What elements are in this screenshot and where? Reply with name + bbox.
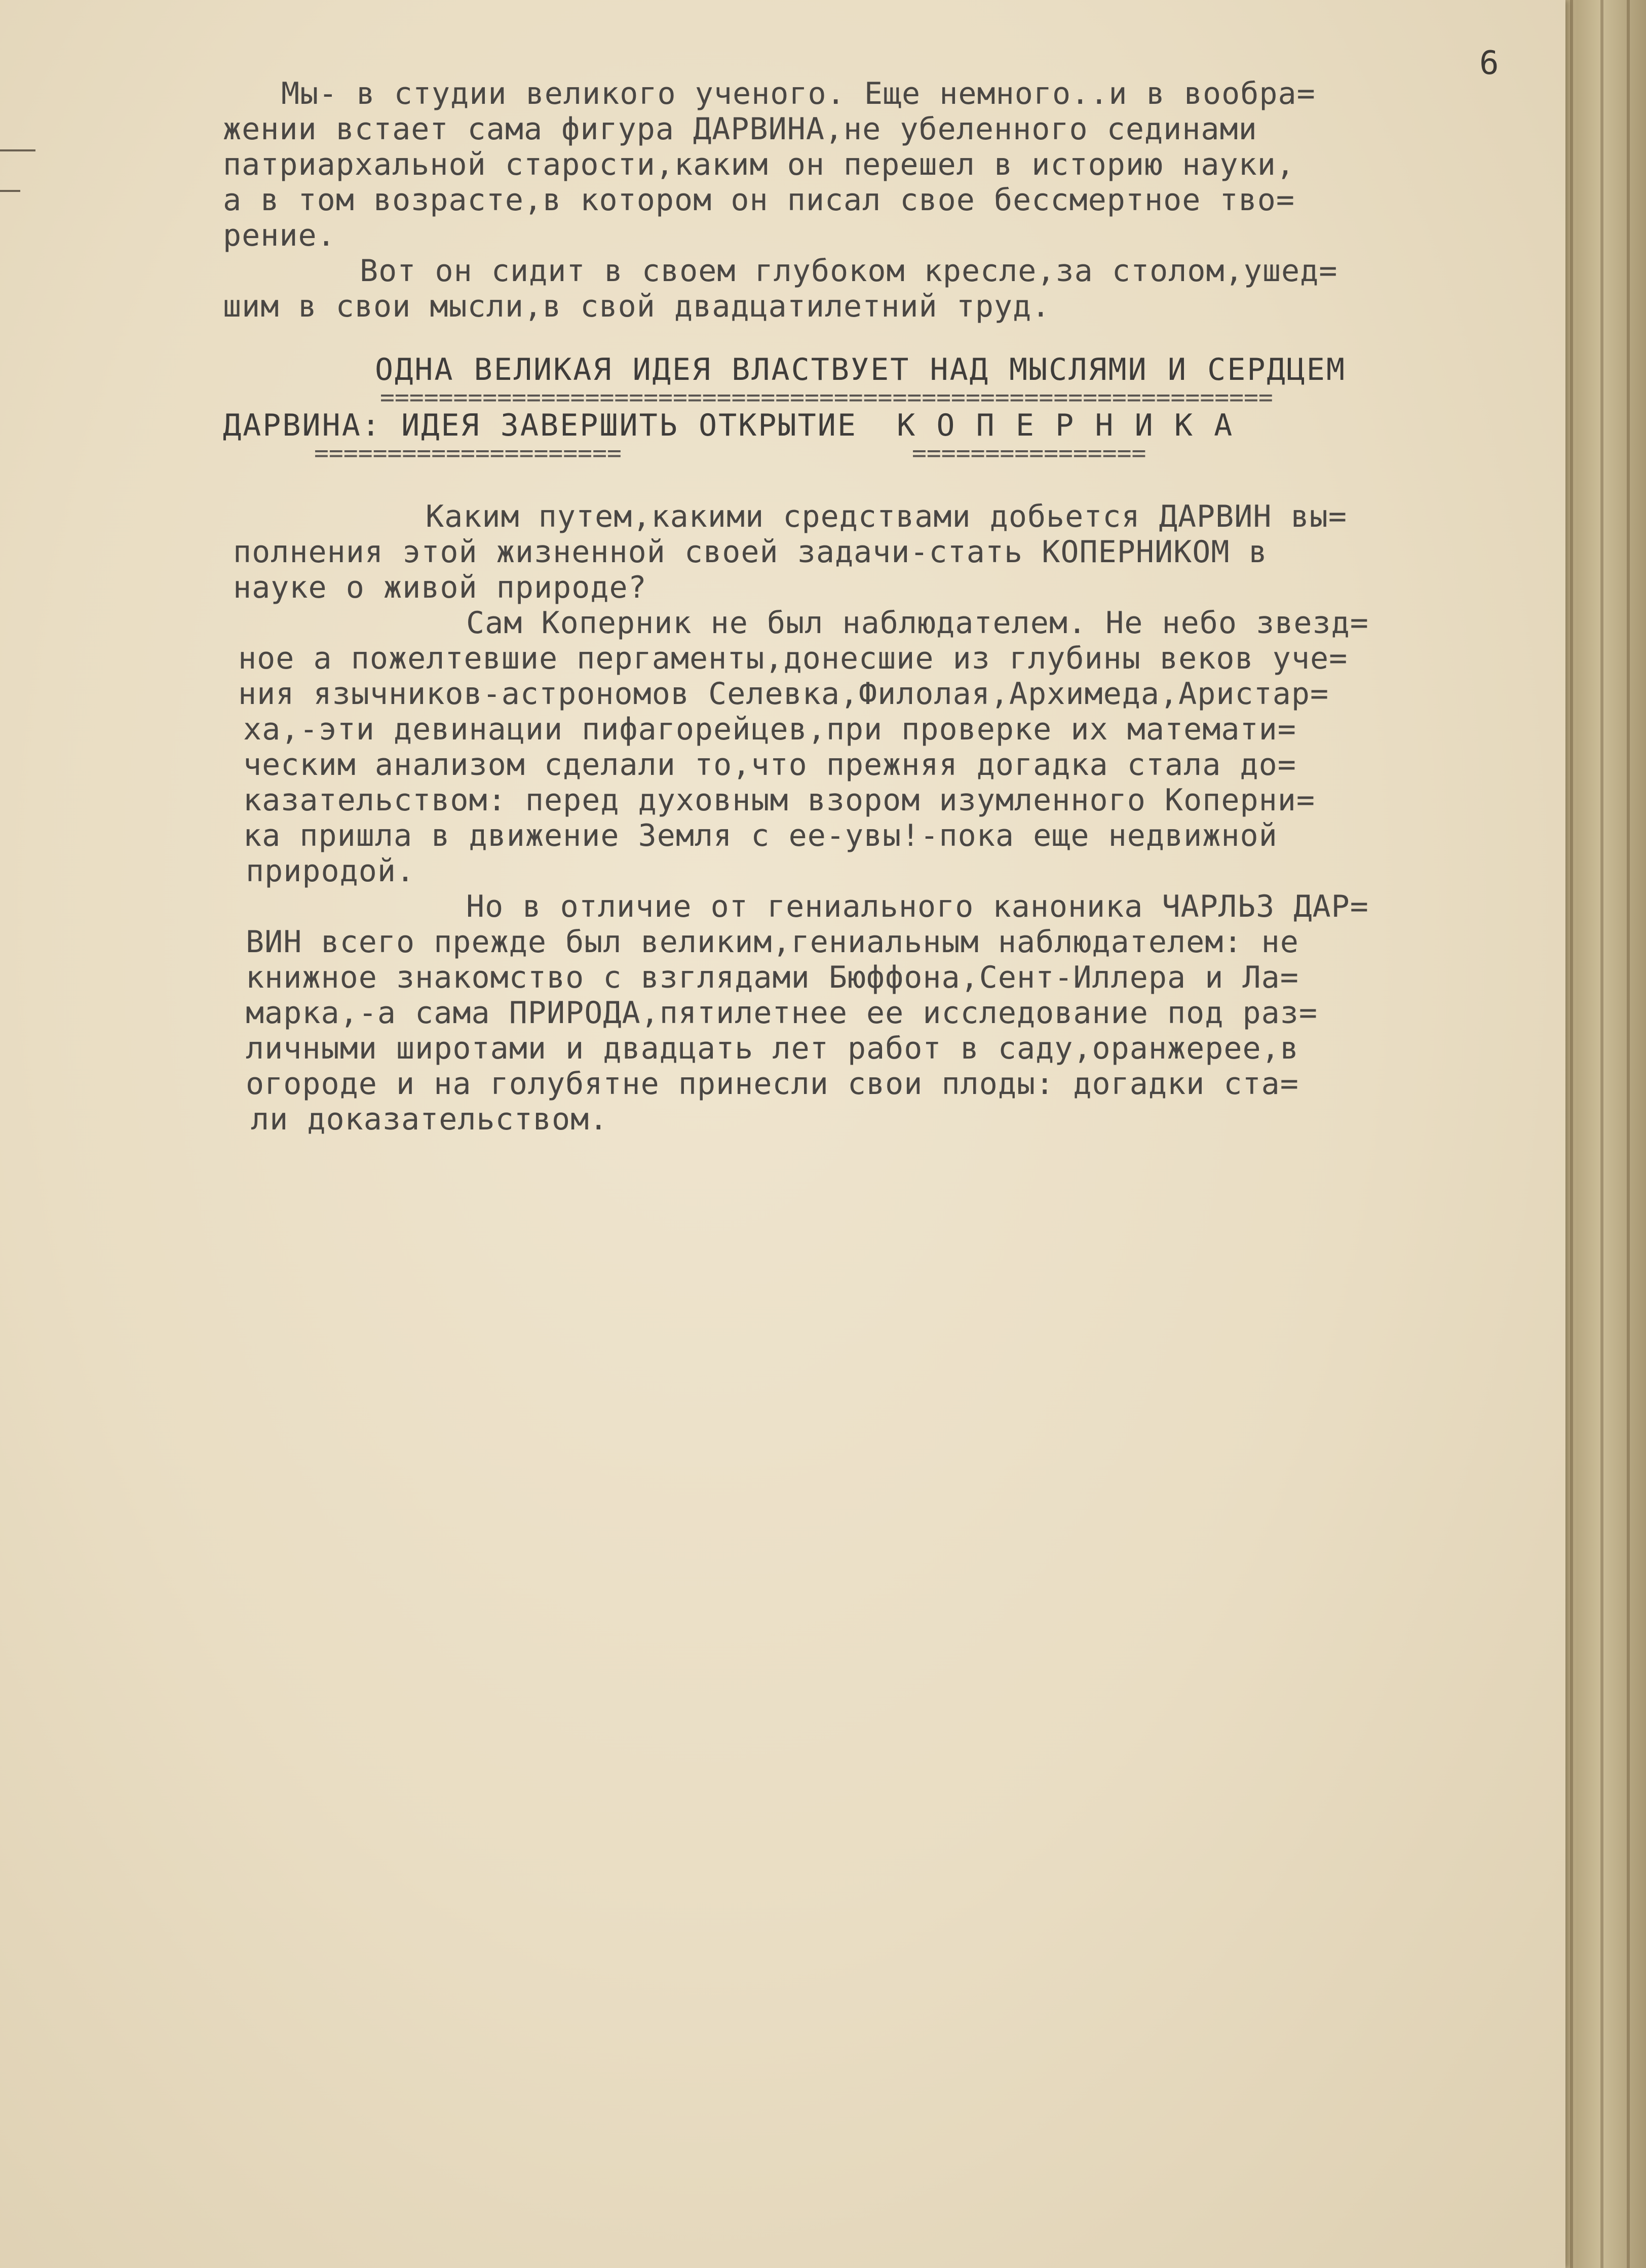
text-line: шим в свои мысли,в свой двадцатилетний труд. [223,289,1051,324]
spacer [223,463,1520,499]
heading-underline: ================ [912,443,1146,463]
text-line: а в том возрасте,в котором он писал свое бессмертное тво= [223,182,1295,218]
heading-underline: ===================== [314,443,622,463]
stack-edge-line [1627,0,1630,2268]
spacer [223,324,1520,352]
text-line: ка пришла в движение Земля с ее-увы!-пока еще недвижной [243,818,1278,853]
stack-edge-line [1600,0,1603,2268]
text-line: казательством: перед духовным взором изумленного Коперни= [243,783,1316,818]
text-line: Вот он сидит в своем глубоком кресле,за столом,ушед= [360,253,1338,289]
text-line: Но в отличие от гениального каноника ЧАРЛЬЗ ДАР= [466,889,1369,924]
text-line: полнения этой жизненной своей задачи-стать КОПЕРНИКОМ в [233,534,1268,570]
text-line: ли доказательством. [251,1102,608,1137]
text-line: марка,-а сама ПРИРОДА,пятилетнее ее исследование под раз= [246,995,1318,1031]
text-line: Каким путем,какими средствами добьется ДАРВИН вы= [426,499,1348,534]
text-line: ВИН всего прежде был великим,гениальным наблюдателем: не [246,924,1299,960]
document-body [223,76,1520,1137]
text-line: книжное знакомство с взглядами Бюффона,Сент-Иллера и Ла= [246,960,1299,995]
edge-mark [0,190,20,192]
text-line: жении встает сама фигура ДАРВИНА,не убеленного сединами [223,111,1257,147]
text-line: ха,-эти девинации пифагорейцев,при проверке их математи= [243,712,1296,747]
text-line: огороде и на голубятне принесли свои плоды: догадки ста= [246,1066,1299,1102]
text-line: ческим анализом сделали то,что прежняя догадка стала до= [243,747,1296,783]
text-line: патриархальной старости,каким он перешел в историю науки, [223,147,1295,182]
edge-mark [0,149,35,151]
text-line: Мы- в студии великого ученого. Еще немного..и в вообра= [281,76,1316,111]
page-number: 6 [1479,45,1499,82]
text-line: Сам Коперник не был наблюдателем. Не небо звезд= [466,605,1369,641]
heading-underline-group [223,443,1520,463]
text-line: ния язычников-астрономов Селевка,Филолая,Архимеда,Аристар= [238,676,1329,712]
text-line: рение. [223,218,336,253]
stack-edge-line [1570,0,1573,2268]
heading-line: ОДНА ВЕЛИКАЯ ИДЕЯ ВЛАСТВУЕТ НАД МЫСЛЯМИ И СЕРДЦЕМ [375,352,1347,387]
heading-line: ДАРВИНА: ИДЕЯ ЗАВЕРШИТЬ ОТКРЫТИЕ К О П Е Р Н И К А [223,408,1234,443]
heading-underline: ============================================================= [380,387,1273,408]
text-line: науке о живой природе? [233,570,647,605]
text-line: ное а пожелтевшие пергаменты,донесшие из глубины веков уче= [238,641,1348,676]
text-line: личными широтами и двадцать лет работ в саду,оранжерее,в [246,1031,1299,1066]
text-line: природой. [246,853,415,889]
